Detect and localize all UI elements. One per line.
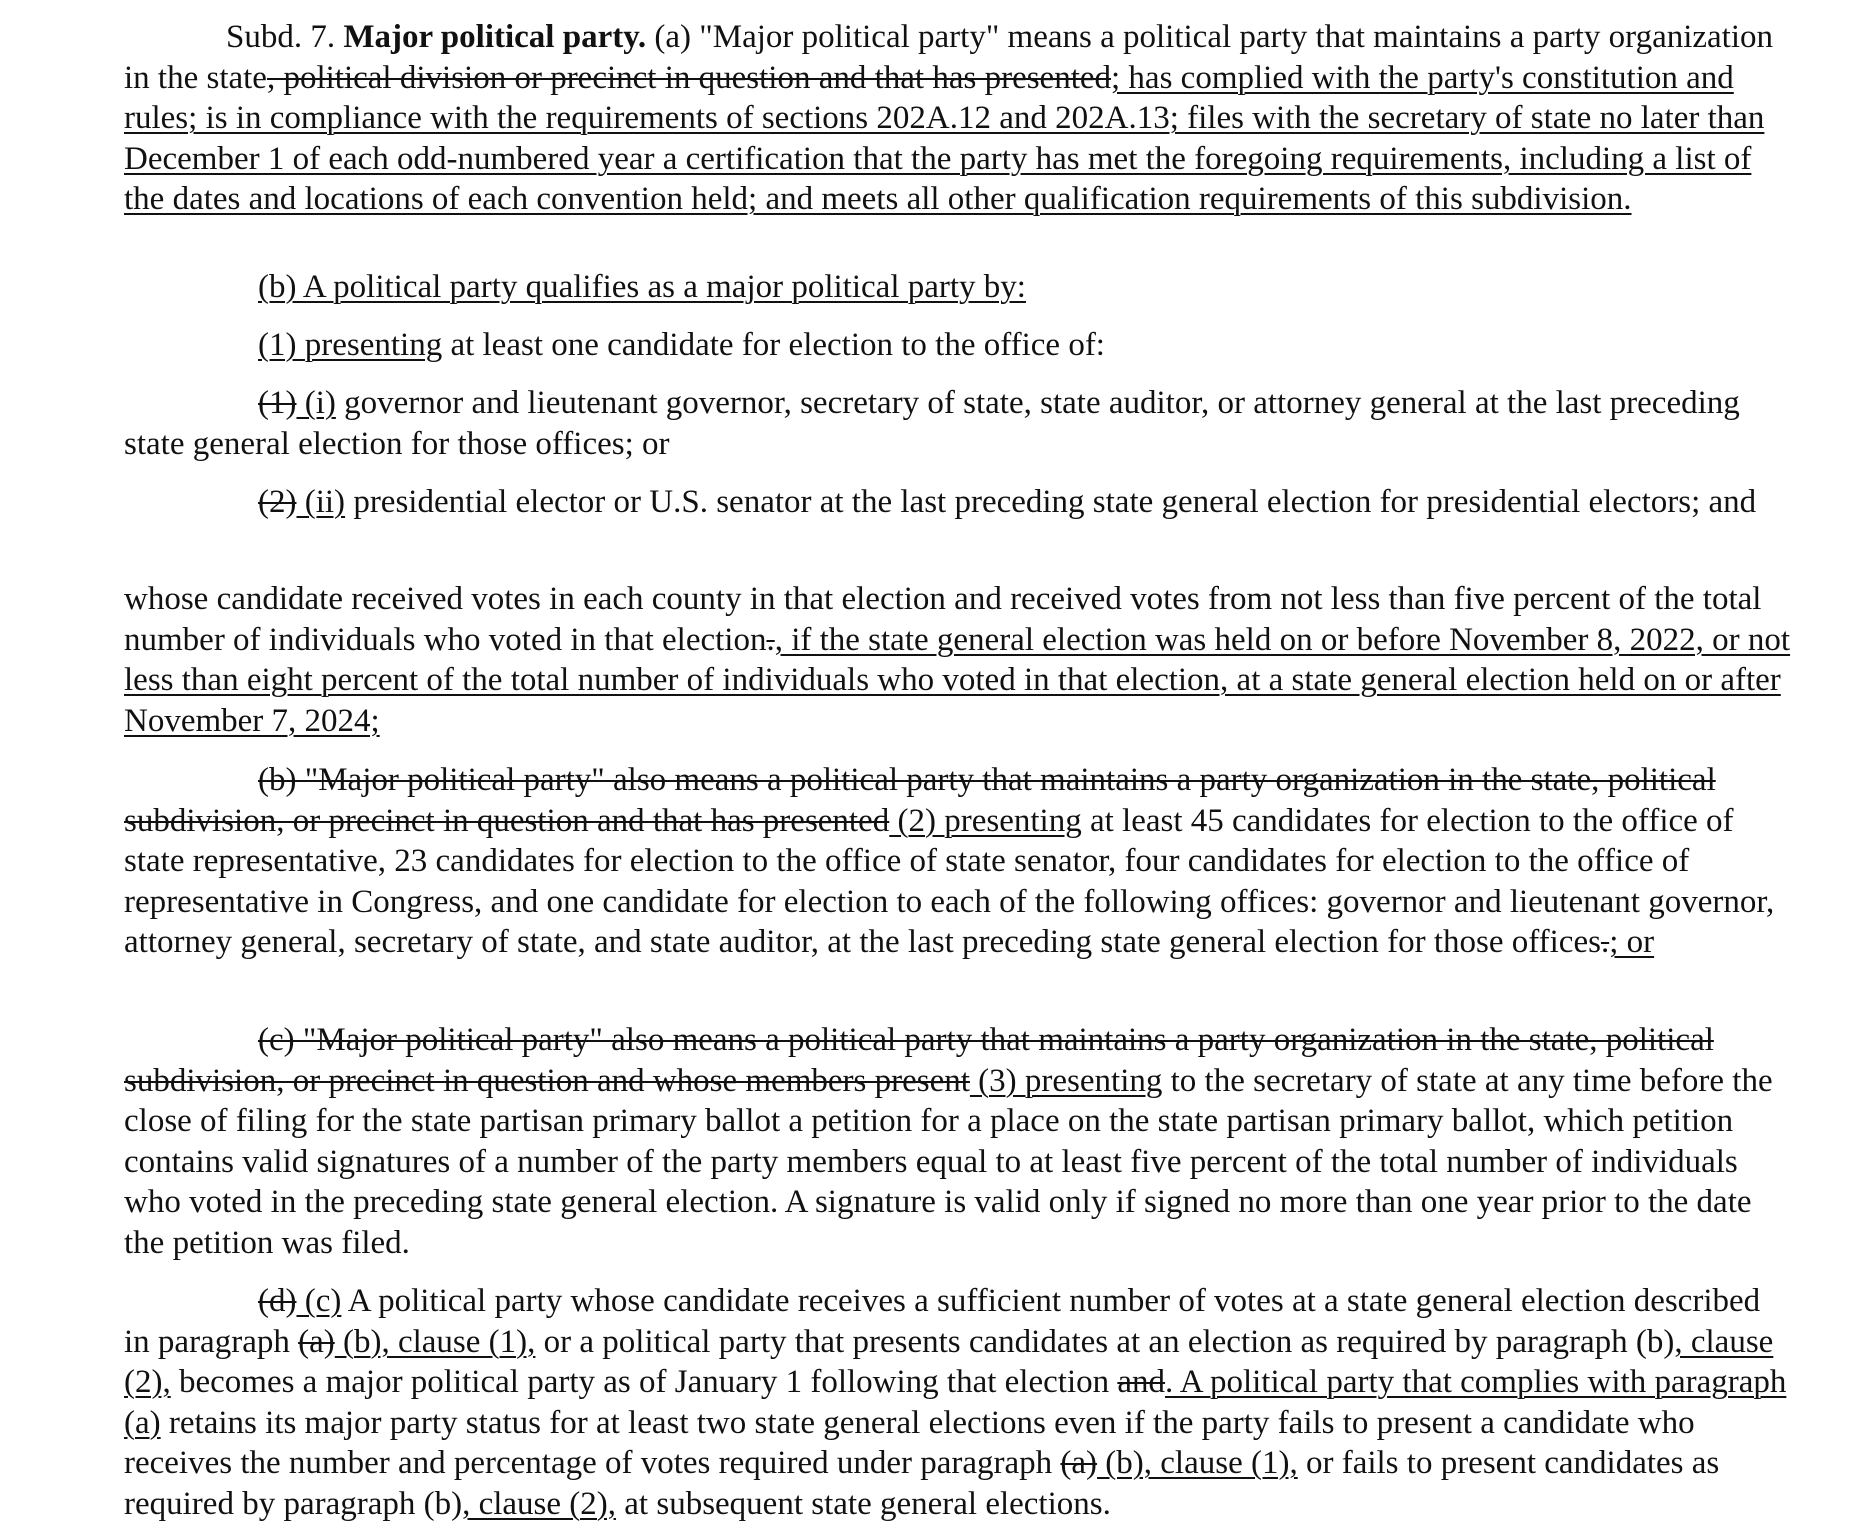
text-run-plain: governor and lieutenant governor, secretary of state, state auditor, or attorney general at the last preceding state general election for those offices; or: [124, 385, 1740, 462]
text-run-strike: (a): [298, 1323, 335, 1360]
text-run-strike: .: [1600, 924, 1610, 960]
text-run-strike: (b) "Major political party" also means a political party that maintains a party organization in the state, political subdivision, or precinct in question and that has presented: [124, 762, 1716, 839]
text-run-strike: (c) "Major political party" also means a political party that maintains a party organization in the state, political subdivision, or precinct in question and whose members present: [124, 1022, 1714, 1099]
text-run-underline: (i): [296, 385, 336, 421]
text-run-strike: and: [1117, 1364, 1166, 1400]
text-run-plain: to the secretary of state at any time before the close of filing for the state partisan primary ballot a petition for a place on the state partisan primary ballot, which petition contains valid signatures of a number of the party members equal to at least five percent of the total number of individuals who voted in the preceding state general election. A signature is valid only if signed no more than one year prior to the date the petition was filed.: [124, 1062, 1773, 1261]
text-run-strike: (a): [1060, 1445, 1098, 1481]
text-run-strike: , political division or precinct in question and that has presented: [266, 59, 1112, 96]
paragraph-item-ii: [124, 482, 1794, 523]
text-run-underline: . A political party that complies with paragraph (a): [124, 1364, 1787, 1441]
text-run-plain: Subd. 7.: [226, 19, 344, 55]
text-run-underline: (ii): [296, 484, 346, 520]
text-run-plain: or a political party that presents candidates at an election as required by paragraph (b): [535, 1323, 1675, 1360]
text-run-underline: ; or: [1609, 924, 1655, 960]
text-run-underline: (b), clause (1),: [334, 1323, 536, 1360]
text-run-strike: (1): [258, 385, 297, 421]
paragraph-whose-candidate: [124, 579, 1794, 741]
text-run-strike: (2): [258, 484, 297, 520]
text-run-plain: at subsequent state general elections.: [616, 1485, 1111, 1522]
paragraph-clause-2: [124, 760, 1794, 963]
text-run-underline: (3) presenting: [969, 1062, 1163, 1099]
text-run-underline: (b) A political party qualifies as a major political party by:: [258, 269, 1026, 305]
text-run-underline: (2) presenting: [889, 802, 1082, 839]
text-run-underline: (b), clause (1),: [1097, 1445, 1298, 1481]
paragraph-subd-7-a: [124, 17, 1794, 220]
text-run-underline: ; has complied with the party's constitution and rules; is in compliance with the requirements of sections 202A.12 and 202A.13; files with the secretary of state no later than December 1 of each odd-numbered year a certification that the party has met the foregoing requirements, including a list of the dates and locations of each convention held; and meets all other qualification requirements of this subdivision.: [124, 59, 1765, 217]
text-run-plain: presidential elector or U.S. senator at the last preceding state general election for presidential electors; and: [345, 484, 1757, 520]
text-run-plain: retains its major party status for at least two state general elections even if the party fails to present a candidate who receives the number and percentage of votes required under paragraph: [124, 1404, 1695, 1481]
text-run-plain: A political party whose candidate receives a sufficient number of votes at a state general election described in paragraph: [124, 1283, 1761, 1360]
text-run-strike: .: [766, 621, 775, 658]
text-run-plain: or fails to present candidates as required by paragraph (b): [124, 1445, 1720, 1522]
text-run-underline: (1) presenting: [258, 327, 443, 363]
text-run-plain: whose candidate received votes in each county in that election and received votes from not less than five percent of the total number of individuals who voted in that election: [124, 581, 1762, 658]
text-run-plain: at least one candidate for election to the office of:: [442, 327, 1105, 363]
paragraph-b-intro: [124, 267, 1794, 308]
text-run-plain: becomes a major political party as of January 1 following that election: [170, 1364, 1118, 1400]
paragraph-c: [124, 1281, 1794, 1524]
text-run-bold: Major political party.: [343, 19, 647, 55]
paragraph-clause-1: [124, 325, 1794, 366]
text-run-plain: (a) "Major political party" means a political party that maintains a party organization in the state: [124, 19, 1774, 96]
text-run-plain: at least 45 candidates for election to the office of state representative, 23 candidates for election to the office of state senator, four candidates for election to the office of representative in Congress, and one candidate for election to each of the following offices: governor and lieutenant governor, attorney general, secretary of state, and state auditor, at the last preceding state general election for those offices: [124, 802, 1775, 960]
paragraph-item-i: [124, 383, 1794, 464]
text-run-strike: (d): [258, 1283, 297, 1319]
text-run-underline: , if the state general election was held on or before November 8, 2022, or not less than eight percent of the total number of individuals who voted in that election, at a state general election held on or after November 7, 2024;: [124, 621, 1791, 739]
text-run-underline: (c): [296, 1283, 342, 1319]
text-run-underline: , clause (2),: [124, 1323, 1774, 1400]
paragraph-clause-3: [124, 1020, 1794, 1263]
text-run-underline: , clause (2),: [462, 1485, 617, 1522]
